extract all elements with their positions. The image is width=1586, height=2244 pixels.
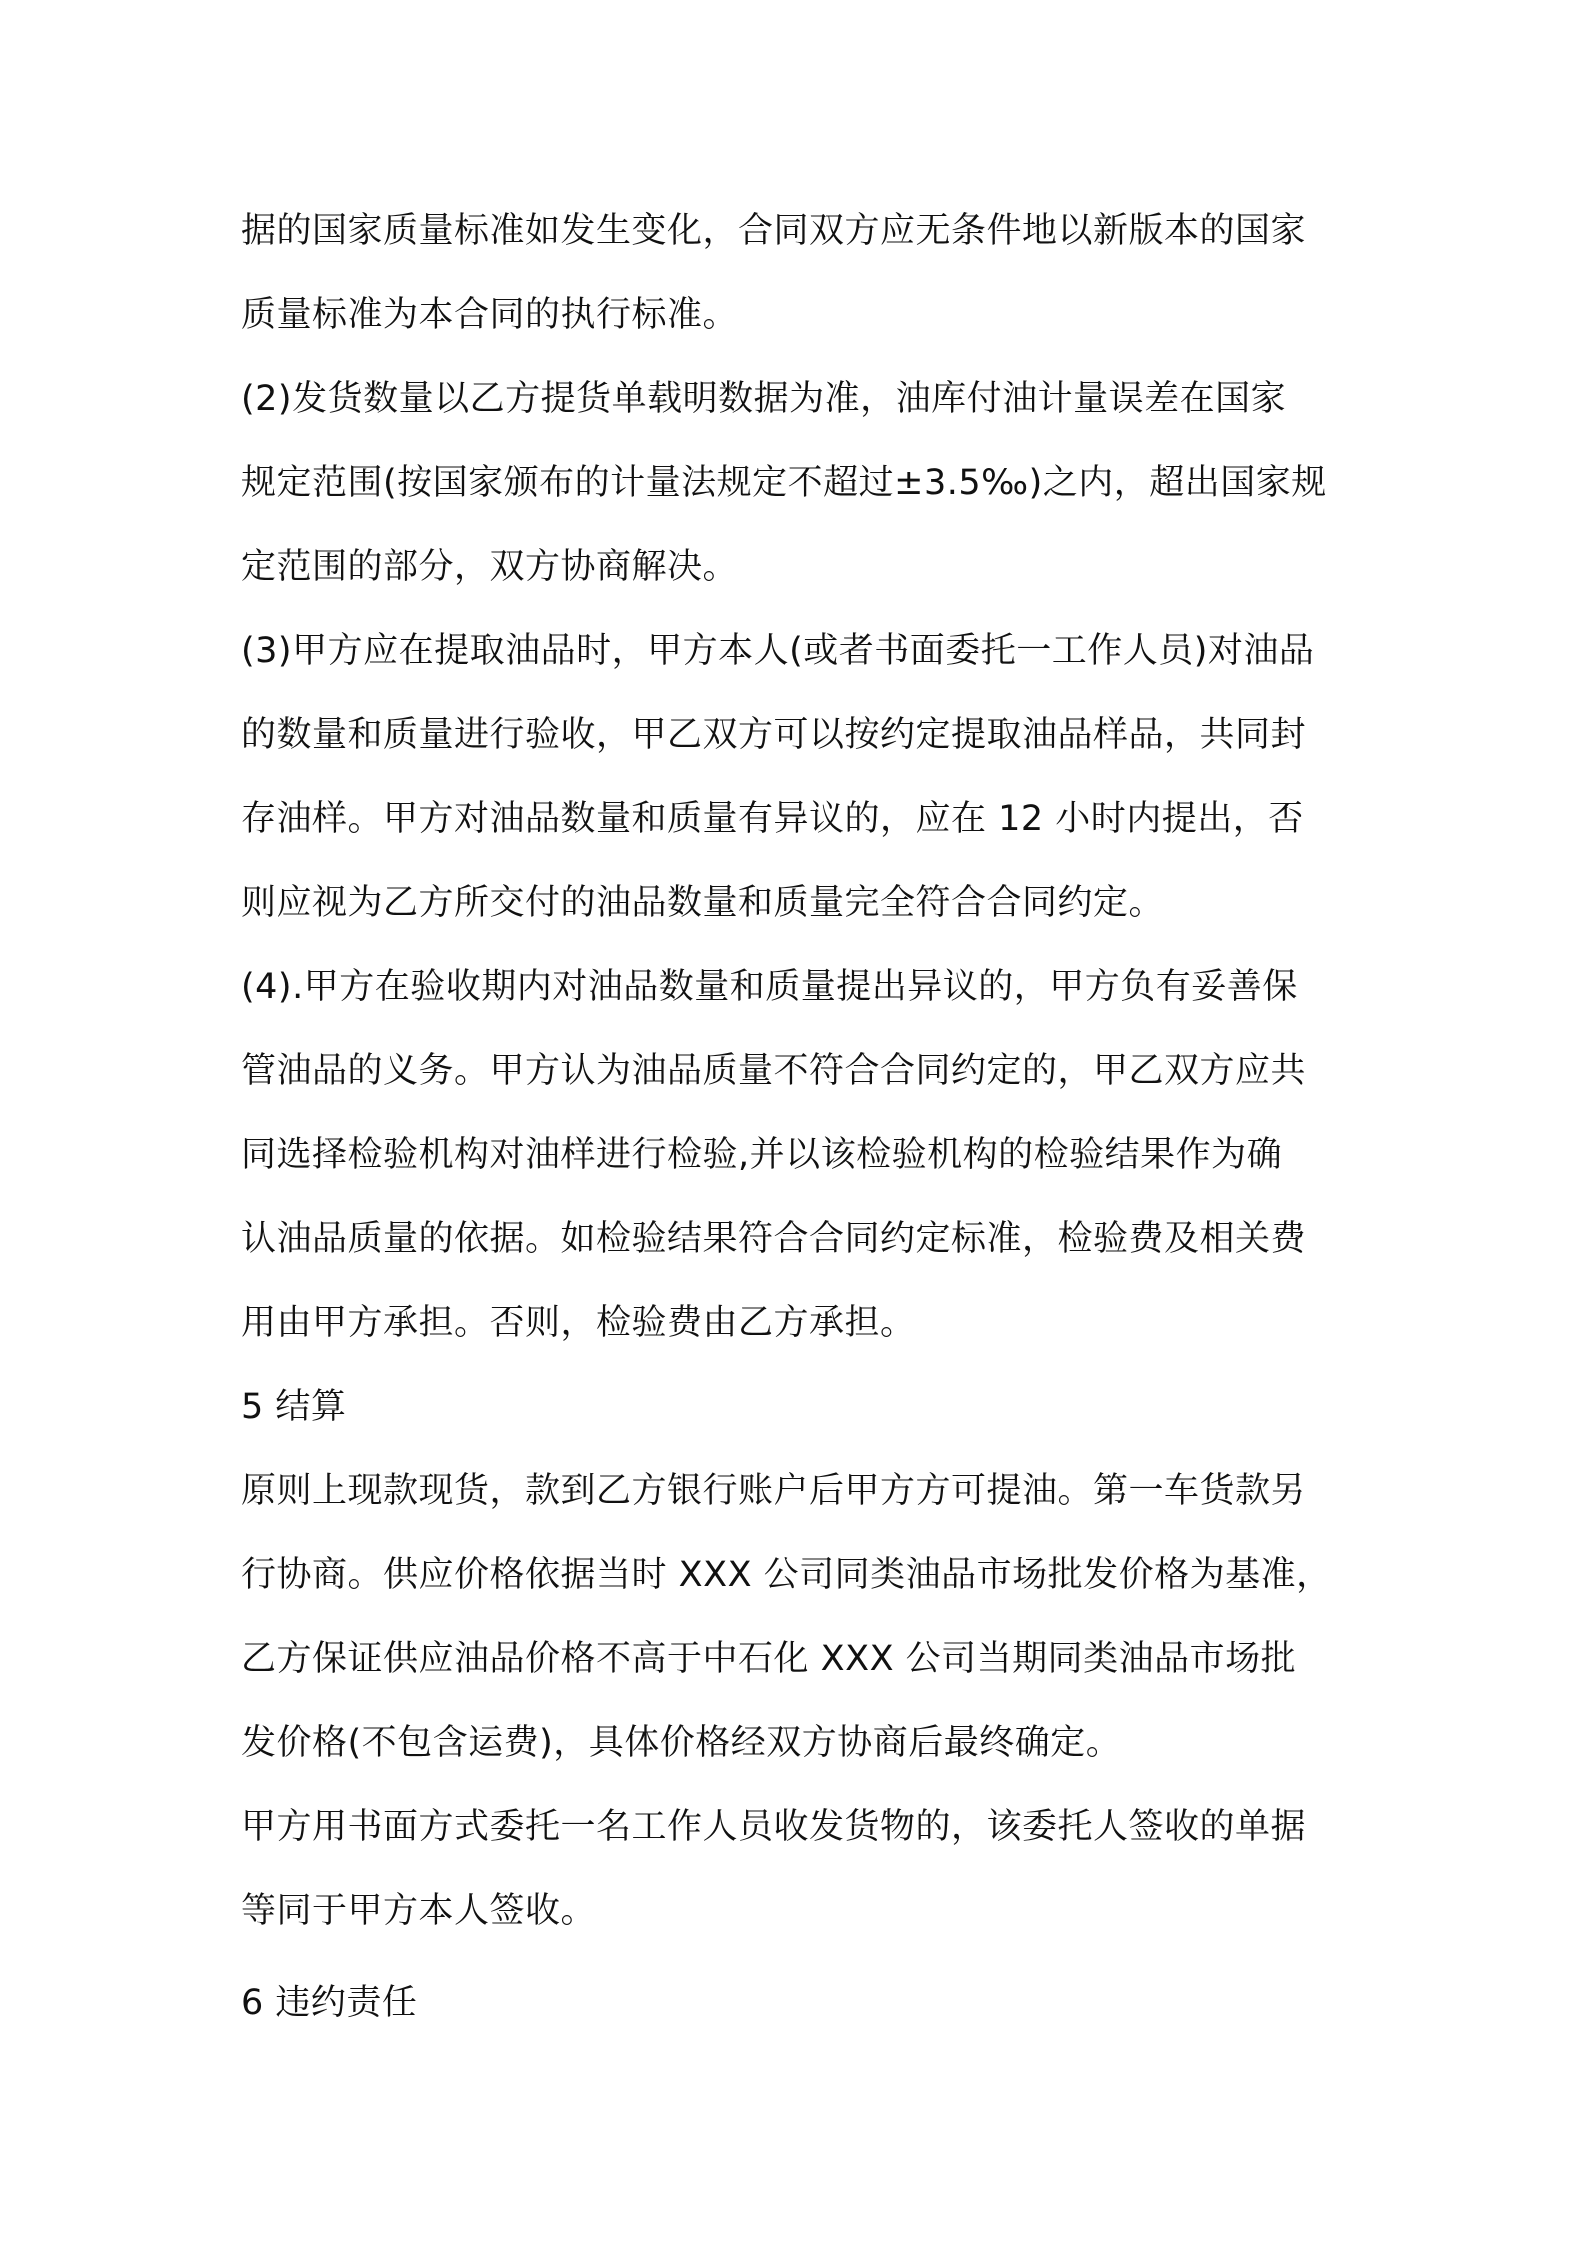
text-line: 原则上现款现货，款到乙方银行账户后甲方方可提油。第一车货款另 [241,1471,1307,1511]
text-line: 发价格(不包含运费)，具体价格经双方协商后最终确定。 [241,1723,1122,1763]
document-body [241,189,1361,2045]
text-line: (2)发货数量以乙方提货单载明数据为准，油库付油计量误差在国家 [241,379,1287,419]
text-line: 用由甲方承担。否则，检验费由乙方承担。 [241,1303,916,1343]
text-line: 定范围的部分，双方协商解决。 [241,547,739,587]
section-heading-liability: 6 违约责任 [241,1983,418,2023]
text-line: 据的国家质量标准如发生变化，合同双方应无条件地以新版本的国家 [241,211,1307,251]
section-heading-settlement: 5 结算 [241,1387,347,1427]
paragraph-gap [241,1953,1361,1961]
text-line: 同选择检验机构对油样进行检验,并以该检验机构的检验结果作为确 [241,1135,1283,1175]
text-line: 行协商。供应价格依据当时 XXX 公司同类油品市场批发价格为基准， [241,1555,1332,1595]
text-line: 甲方用书面方式委托一名工作人员收发货物的，该委托人签收的单据 [241,1807,1307,1847]
text-line: (3)甲方应在提取油品时，甲方本人(或者书面委托一工作人员)对油品 [241,631,1315,671]
text-line: 管油品的义务。甲方认为油品质量不符合合同约定的，甲乙双方应共 [241,1051,1307,1091]
text-line: 规定范围(按国家颁布的计量法规定不超过±3.5‰)之内，超出国家规 [241,463,1327,503]
text-line: 质量标准为本合同的执行标准。 [241,295,739,335]
text-line: 等同于甲方本人签收。 [241,1891,597,1931]
text-line: 认油品质量的依据。如检验结果符合合同约定标准，检验费及相关费 [241,1219,1307,1259]
text-line: 乙方保证供应油品价格不高于中石化 XXX 公司当期同类油品市场批 [241,1639,1297,1679]
text-line: 存油样。甲方对油品数量和质量有异议的，应在 12 小时内提出，否 [241,799,1304,839]
text-line: 则应视为乙方所交付的油品数量和质量完全符合合同约定。 [241,883,1165,923]
text-line: 的数量和质量进行验收，甲乙双方可以按约定提取油品样品，共同封 [241,715,1307,755]
text-line: (4).甲方在验收期内对油品数量和质量提出异议的，甲方负有妥善保 [241,967,1298,1007]
